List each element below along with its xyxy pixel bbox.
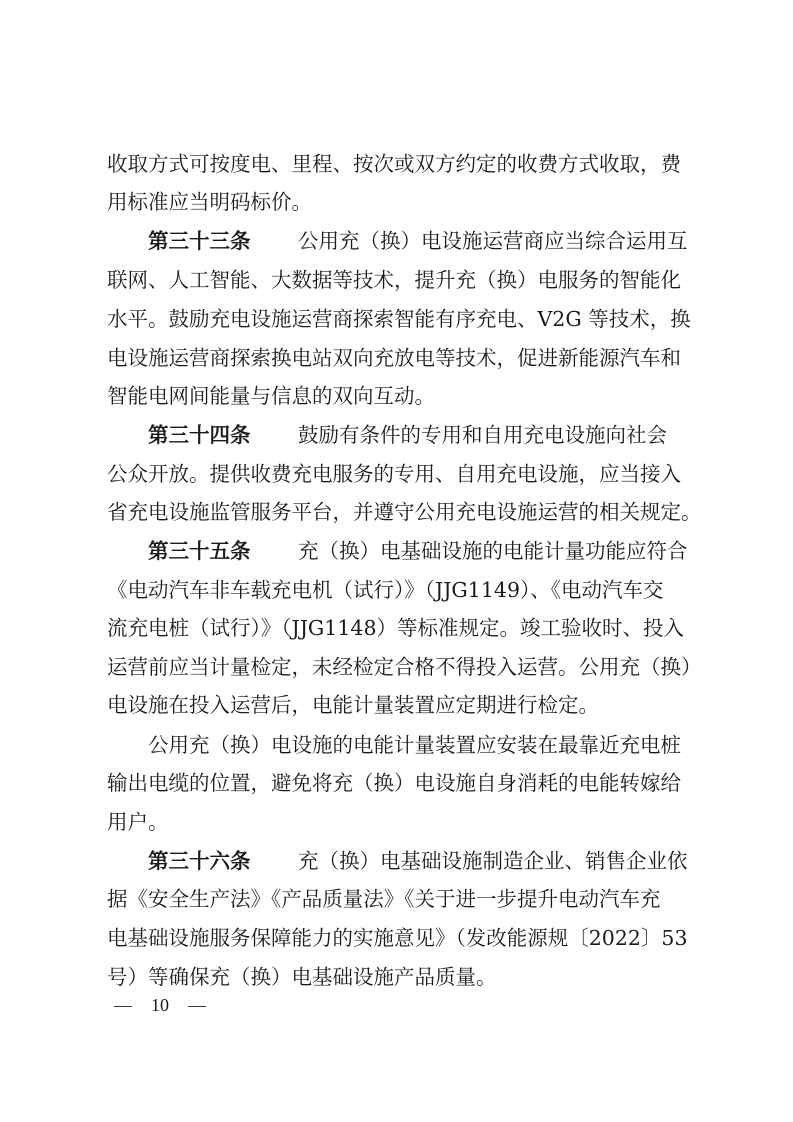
text-line: 输出电缆的位置，避免将充（换）电设施自身消耗的电能转嫁给 [107,771,681,795]
text-line: 联网、人工智能、大数据等技术，提升充（换）电服务的智能化 [107,268,681,292]
text-line: 充（换）电基础设施制造企业、销售企业依 [298,849,688,873]
footer-dash-right: — [188,995,206,1015]
text-line: 号）等确保充（换）电基础设施产品质量。 [107,965,497,989]
article-33-first-line [148,222,708,260]
text-line: 收取方式可按度电、里程、按次或双方约定的收费方式收取，费 [107,152,681,176]
footer-dash-left: — [114,995,132,1015]
text-line: 流充电桩（试行）》（JJG1148）等标准规定。竣工验收时、投入 [107,616,684,640]
text-line: 电设施运营商探索换电站双向充放电等技术，促进新能源汽车和 [107,346,681,370]
text-line: 智能电网间能量与信息的双向互动。 [107,384,435,408]
text-line: 电基础设施服务保障能力的实施意见》（发改能源规〔2022〕53 [107,926,688,950]
article-heading: 第三十六条 [148,849,251,873]
text-line: 电设施在投入运营后，电能计量装置应定期进行检定。 [107,693,599,717]
text-line: 《电动汽车非车载充电机（试行）》（JJG1149）、《电动汽车交 [107,578,664,602]
article-34-first-line [148,416,708,454]
text-line: 水平。鼓励充电设施运营商探索智能有序充电、V2G 等技术，换 [107,307,691,331]
text-line: 公众开放。提供收费充电服务的专用、自用充电设施，应当接入 [107,462,681,486]
text-line: 鼓励有条件的专用和自用充电设施向社会 [298,423,667,447]
text-line: 用标准应当明码标价。 [107,190,312,214]
text-line: 省充电设施监管服务平台，并遵守公用充电设施运营的相关规定。 [107,500,702,524]
page-number: 10 [151,995,169,1015]
text-line: 充（换）电基础设施的电能计量功能应符合 [298,539,688,563]
page-footer [110,990,210,1020]
article-heading: 第三十五条 [148,539,251,563]
text-line: 运营前应当计量检定，未经检定合格不得投入运营。公用充（换） [107,655,702,679]
text-line: 据《安全生产法》《产品质量法》《关于进一步提升电动汽车充 [107,887,661,911]
text-line: 用户。 [107,810,169,834]
article-35-first-line [148,532,708,570]
text-line: 公用充（换）电设施的电能计量装置应安装在最靠近充电桩 [148,733,681,757]
article-heading: 第三十三条 [148,229,251,253]
text-line: 公用充（换）电设施运营商应当综合运用互 [298,229,688,253]
article-36-first-line [148,842,708,880]
article-heading: 第三十四条 [148,423,251,447]
